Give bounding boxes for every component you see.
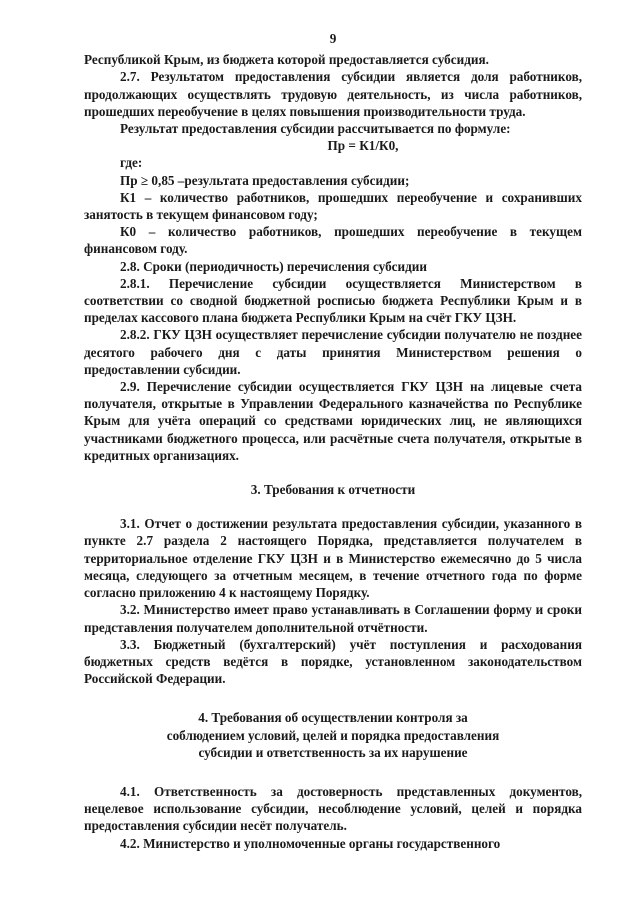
paragraph-4-1: 4.1. Ответственность за достоверность представленных документов, нецелевое использование субсидии, несоблюдение условий, целей и порядка предоставления субсидии несёт получатель. xyxy=(84,783,582,834)
paragraph-formula-intro: Результат предоставления субсидии рассчитывается по формуле: xyxy=(120,121,511,137)
paragraph-where: где: xyxy=(120,155,143,171)
spacer xyxy=(84,761,582,783)
paragraph-4-2: 4.2. Министерство и уполномоченные органы государственного xyxy=(120,835,501,851)
paragraph-k1: К1 – количество работников, прошедших переобучение и сохранивших занятость в текущем финансовом году; xyxy=(84,189,582,223)
paragraph-3-3: 3.3. Бюджетный (бухгалтерский) учёт поступления и расходования бюджетных средств ведётся в порядке, установленном законодательством Российской Федерации. xyxy=(84,636,582,687)
paragraph-3-1: 3.1. Отчет о достижении результата предоставления субсидии, указанного в пункте 2.7 раздела 2 настоящего Порядка, представляется получателем в территориальное отделение ГКУ ЦЗН и в Министерство ежемесячно до 5 числа месяца, следующего за отчетным месяцем, в течение отчетного года по форме согласно приложению 4 к настоящему Порядку. xyxy=(84,516,582,601)
document-page xyxy=(84,30,582,852)
paragraph-2-7: 2.7. Результатом предоставления субсидии является доля работников, продолжающих осуществлять трудовую деятельность, из числа работников, прошедших переобучение в целях повышения производительности труда. xyxy=(84,69,582,119)
paragraph-2-9: 2.9. Перечисление субсидии осуществляется ГКУ ЦЗН на лицевые счета получателя, открытые в Управлении Федерального казначейства по Республике Крым для учёта операций со средствами юридических лиц, не являющихся участниками бюджетного процесса, или расчётные счета получателя, открытые в кредитных организациях. xyxy=(84,379,582,463)
paragraph-2-8: 2.8. Сроки (периодичность) перечисления субсидии xyxy=(120,258,427,274)
paragraph-k0: К0 – количество работников, прошедших переобучение в текущем финансовом году. xyxy=(84,224,582,257)
section-heading-4-line3: субсидии и ответственность за их нарушение xyxy=(198,744,468,760)
paragraph-intro: Республикой Крым, из бюджета которой предоставляется субсидия. xyxy=(84,52,489,68)
paragraph-2-8-2: 2.8.2. ГКУ ЦЗН осуществляет перечисление субсидии получателю не позднее десятого рабочего дня с даты принятия Министерством решения о предоставлении субсидии. xyxy=(84,327,582,377)
paragraph-pr: Пр ≥ 0,85 –результата предоставления субсидии; xyxy=(120,172,410,188)
page-number: 9 xyxy=(329,31,337,46)
formula: Пр = К1/К0, xyxy=(327,138,399,154)
spacer xyxy=(84,464,582,481)
section-heading-4 xyxy=(84,709,582,761)
paragraph-3-2: 3.2. Министерство имеет право устанавливать в Соглашении форму и сроки представления получателем дополнительной отчётности. xyxy=(84,602,582,635)
spacer xyxy=(84,498,582,515)
spacer xyxy=(84,687,582,709)
section-heading-3: 3. Требования к отчетности xyxy=(250,482,416,498)
section-heading-4-line1: 4. Требования об осуществлении контроля за xyxy=(198,710,468,726)
paragraph-2-8-1: 2.8.1. Перечисление субсидии осуществляется Министерством в соответствии со сводной бюджетной росписью бюджета Республики Крым и в пределах кассового плана бюджета Республики Крым на счёт ГКУ ЦЗН. xyxy=(84,275,582,326)
section-heading-4-line2: соблюдением условий, целей и порядка предоставления xyxy=(166,727,500,743)
